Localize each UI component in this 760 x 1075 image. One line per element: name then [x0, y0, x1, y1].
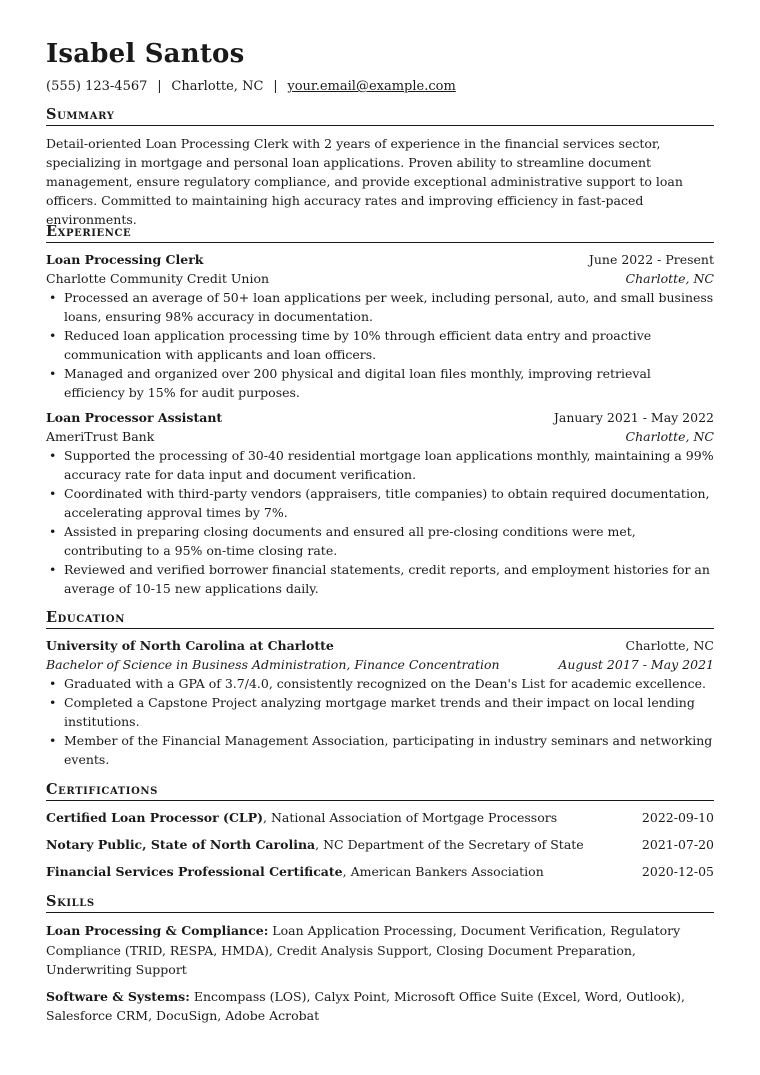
job-bullets: [46, 446, 714, 598]
section-title-experience: Experience: [46, 223, 714, 243]
job-header: [46, 408, 714, 427]
experience-section: [46, 223, 714, 598]
job-subheader: [46, 427, 714, 446]
job-bullets: [46, 288, 714, 402]
certification-date: 2022-09-10: [641, 810, 714, 825]
certification-list: [46, 808, 714, 889]
job-company: AmeriTrust Bank: [46, 429, 155, 444]
phone-number: (555) 123-4567: [46, 79, 148, 94]
skill-group-label: Loan Processing & Compliance:: [46, 923, 269, 938]
education-header: [46, 636, 714, 655]
education-section: [46, 609, 714, 769]
section-title-skills: Skills: [46, 893, 714, 913]
skill-group: [46, 987, 714, 1026]
job-header: [46, 250, 714, 269]
job-entry: [46, 408, 714, 598]
degree: Bachelor of Science in Business Administration, Finance Concentration: [46, 657, 500, 672]
bullet-item: • Member of the Financial Management Association, participating in industry seminars and networking events.: [64, 731, 714, 769]
separator: |: [157, 79, 162, 94]
job-dates: June 2022 - Present: [588, 252, 714, 267]
school-location: Charlotte, NC: [625, 638, 714, 653]
education-dates: August 2017 - May 2021: [558, 657, 714, 672]
certification-item: [46, 862, 714, 889]
skill-group-text: Encompass (LOS), Calyx Point, Microsoft Office Suite (Excel, Word, Outlook), Salesforce CRM, DocuSign, Adobe Acrobat: [46, 988, 685, 1023]
certification-date: 2021-07-20: [641, 837, 714, 852]
section-title-education: Education: [46, 609, 714, 629]
email-link[interactable]: your.email@example.com: [287, 79, 456, 94]
candidate-name: Isabel Santos: [46, 39, 245, 69]
section-title-summary: Summary: [46, 106, 714, 126]
bullet-item: • Supported the processing of 30-40 residential mortgage loan applications monthly, maintaining a 99% accuracy rate for data input and document verification.: [64, 446, 714, 484]
certification-issuer: , NC Department of the Secretary of State: [315, 837, 584, 852]
bullet-item: • Reviewed and verified borrower financial statements, credit reports, and employment histories for an average of 10-15 new applications daily.: [64, 560, 714, 598]
skill-group-label: Software & Systems:: [46, 988, 190, 1004]
summary-text: Detail-oriented Loan Processing Clerk with 2 years of experience in the financial services sector, specializing in mortgage and personal loan applications. Proven ability to streamline document management, ensure regulatory compliance, and provide exceptional administrative support to loan officers. Committed to maintaining high accuracy rates and improving efficiency in fast-paced environments.: [46, 136, 683, 227]
job-role: Loan Processing Clerk: [46, 252, 204, 267]
certification-issuer: , American Bankers Association: [342, 864, 544, 879]
certification-name: Notary Public, State of North Carolina: [46, 837, 316, 852]
summary-section: [46, 106, 714, 229]
job-company: Charlotte Community Credit Union: [46, 271, 270, 286]
education-subheader: [46, 655, 714, 674]
job-location: Charlotte, NC: [625, 271, 714, 286]
bullet-item: • Graduated with a GPA of 3.7/4.0, consistently recognized on the Dean's List for academic excellence.: [64, 674, 714, 693]
certification-item: [46, 808, 714, 835]
section-title-certifications: Certifications: [46, 781, 714, 801]
certification-name: Certified Loan Processor (CLP): [46, 810, 264, 825]
bullet-item: • Assisted in preparing closing documents and ensured all pre-closing conditions were met, contributing to a 95% on-time closing rate.: [64, 522, 714, 560]
bullet-item: • Reduced loan application processing time by 10% through efficient data entry and proactive communication with applicants and loan officers.: [64, 326, 714, 364]
bullet-item: • Managed and organized over 200 physical and digital loan files monthly, improving retrieval efficiency by 15% for audit purposes.: [64, 364, 714, 402]
skills-list: [46, 921, 714, 1026]
contact-line: [46, 78, 456, 95]
separator: |: [273, 79, 278, 94]
location: Charlotte, NC: [171, 79, 264, 94]
bullet-item: • Processed an average of 50+ loan applications per week, including personal, auto, and small business loans, ensuring 98% accuracy in documentation.: [64, 288, 714, 326]
bullet-item: • Completed a Capstone Project analyzing mortgage market trends and their impact on local lending institutions.: [64, 693, 714, 731]
skills-section: [46, 893, 714, 1033]
job-entry: [46, 250, 714, 402]
certification-item: [46, 835, 714, 862]
skill-group: [46, 921, 714, 980]
bullet-item: • Coordinated with third-party vendors (appraisers, title companies) to obtain required documentation, accelerating approval times by 7%.: [64, 484, 714, 522]
job-subheader: [46, 269, 714, 288]
skill-group-text: Loan Application Processing, Document Verification, Regulatory Compliance (TRID, RESPA, HMDA), Credit Analysis Support, Closing Document Preparation, Underwriting Support: [46, 923, 681, 977]
job-dates: January 2021 - May 2022: [553, 410, 714, 425]
school-name: University of North Carolina at Charlotte: [46, 638, 334, 653]
certifications-section: [46, 781, 714, 889]
job-role: Loan Processor Assistant: [46, 410, 223, 425]
education-bullets: [46, 674, 714, 769]
certification-name: Financial Services Professional Certificate: [46, 864, 343, 879]
job-location: Charlotte, NC: [625, 429, 714, 444]
certification-date: 2020-12-05: [641, 864, 714, 879]
certification-issuer: , National Association of Mortgage Processors: [263, 810, 558, 825]
